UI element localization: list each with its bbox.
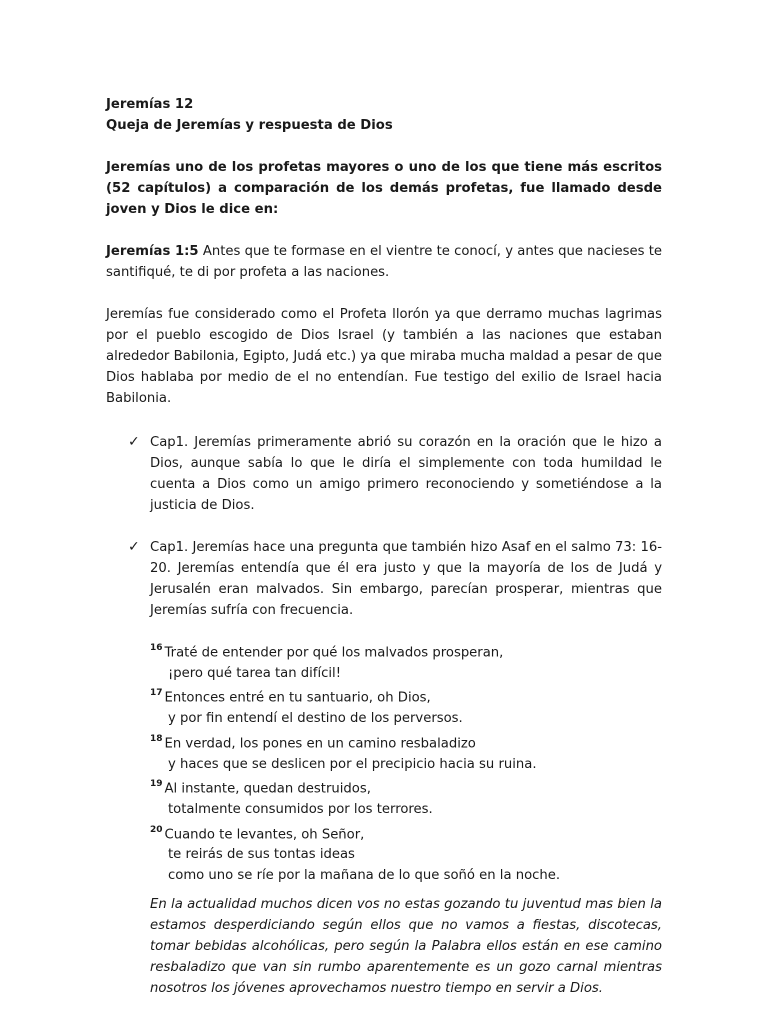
verse-line: ¡pero qué tarea tan difícil! bbox=[168, 665, 341, 681]
bullet-item bbox=[106, 432, 662, 516]
verse-line: $^{16}$ Traté de entender por qué los malvados prosperan, bbox=[150, 643, 504, 661]
verse-line: $^{19}$ Al instante, quedan destruidos, bbox=[150, 779, 371, 797]
document-title: Jeremías 12 bbox=[106, 97, 194, 112]
verse-number: 18 bbox=[150, 733, 163, 744]
checkmark-icon: ✓ bbox=[128, 539, 140, 555]
verse-number: 17 bbox=[150, 688, 163, 699]
verse-number: 20 bbox=[150, 824, 163, 835]
verse-line: y por fin entendí el destino de los perversos. bbox=[168, 711, 463, 727]
verse-number: 16 bbox=[150, 643, 163, 653]
verse-line: te reirás de sus tontas ideas bbox=[168, 847, 355, 863]
italic-note-paragraph: En la actualidad muchos dicen vos no estas gozando tu juventud mas bien la estamos desperdiciando según ellos que no vamos a fiestas, discotecas, tomar bebidas alcohólicas, pero según la Palabra ellos están en ese camino resbaladizo que van sin rumbo aparentemente es un gozo carnal mientras nosotros los jóvenes aprovechamos nuestro tiempo en servir a Dios. bbox=[150, 897, 662, 997]
bullet-item bbox=[106, 537, 662, 621]
checkmark-icon: ✓ bbox=[128, 434, 140, 450]
bullet-text: Cap1. Jeremías hace una pregunta que también hizo Asaf en el salmo 73: 16-20. Jeremías entendía que él era justo y que la mayoría de los de Judá y Jerusalén eran malvados. Sin embargo, parecían prosperar, mientras que Jeremías sufría con frecuencia. bbox=[150, 540, 662, 618]
bullet-text: Cap1. Jeremías primeramente abrió su corazón en la oración que le hizo a Dios, aunque sabía lo que le diría el simplemente con toda humildad le cuenta a Dios como un amigo primero reconociendo y sometiéndose a la justicia de Dios. bbox=[150, 435, 662, 513]
verse-line: como uno se ríe por la mañana de lo que soñó en la noche. bbox=[168, 867, 561, 883]
verse-line: $^{18}$ En verdad, los pones en un camino resbaladizo bbox=[150, 733, 476, 752]
psalm-verses bbox=[106, 639, 662, 886]
body-paragraph: Jeremías fue considerado como el Profeta llorón ya que derramo muchas lagrimas por el pueblo escogido de Dios Israel (y también a las naciones que estaban alrededor Babilonia, Egipto, Judá etc.) ya que miraba mucha maldad a pesar de que Dios hablaba por medio de el no entendían. Fue testigo del exilio de Israel hacia Babilonia. bbox=[106, 307, 662, 406]
verse-line: totalmente consumidos por los terrores. bbox=[168, 802, 433, 818]
reference-paragraph bbox=[106, 241, 662, 283]
reference-label: Jeremías 1:5 bbox=[106, 244, 199, 259]
verse-line: y haces que se deslicen por el precipicio hacia su ruina. bbox=[168, 756, 537, 772]
verse-line: $^{17}$ Entonces entré en tu santuario, oh Dios, bbox=[150, 688, 431, 706]
verse-number: 19 bbox=[150, 779, 163, 790]
document-subtitle: Queja de Jeremías y respuesta de Dios bbox=[106, 118, 393, 133]
intro-paragraph: Jeremías uno de los profetas mayores o uno de los que tiene más escritos (52 capítulos) a comparación de los demás profetas, fue llamado desde joven y Dios le dice en: bbox=[106, 160, 662, 217]
verse-line: $^{20}$ Cuando te levantes, oh Señor, bbox=[150, 824, 365, 842]
reference-text: Antes que te formase en el vientre te conocí, y antes que nacieses te santifiqué, te di por profeta a las naciones. bbox=[106, 244, 662, 280]
